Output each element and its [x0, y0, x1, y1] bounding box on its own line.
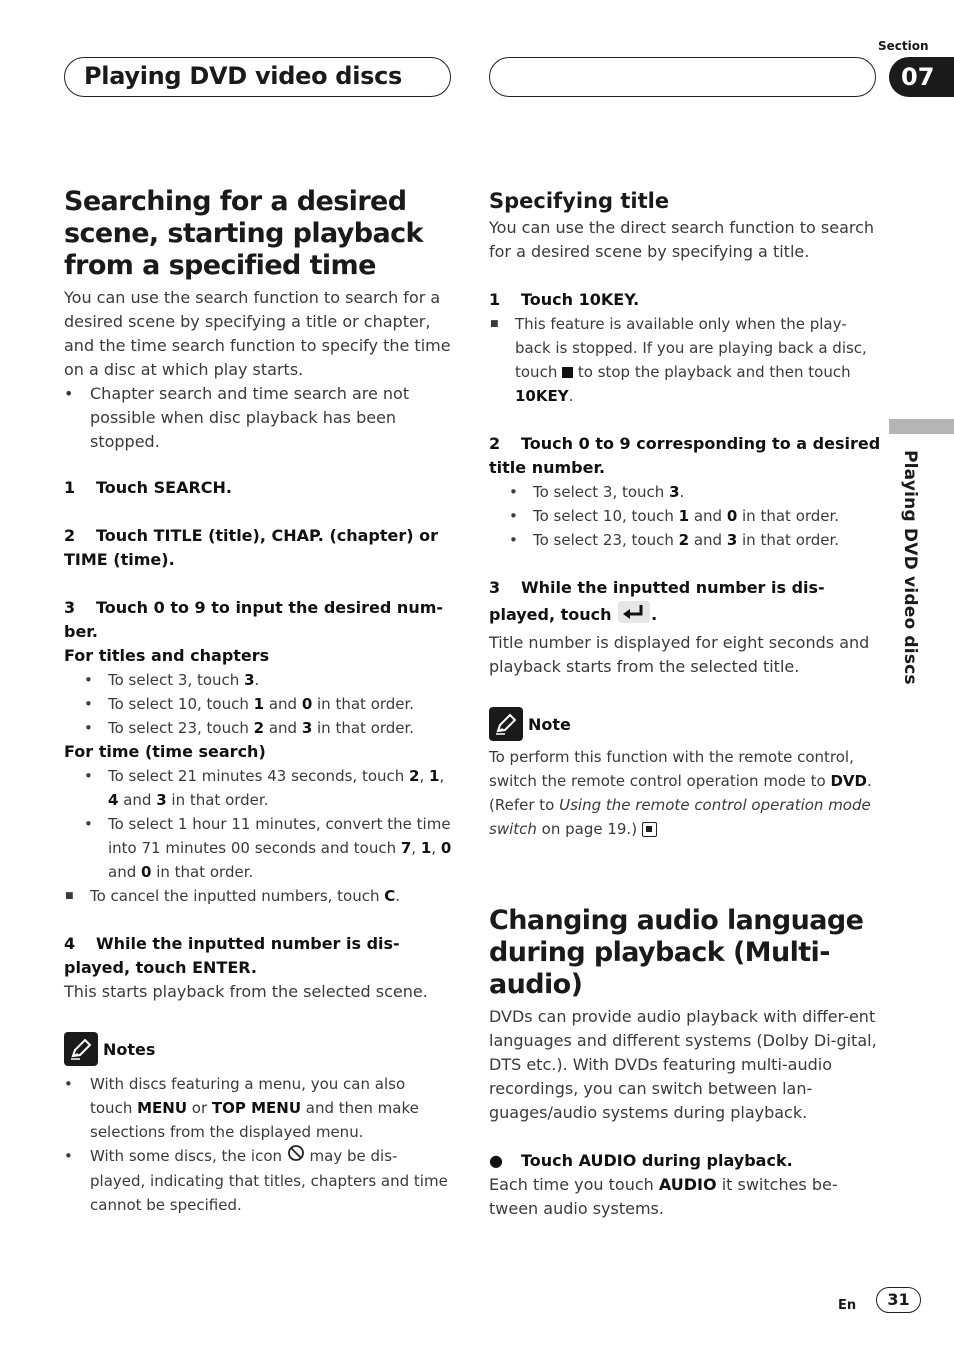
step-2: 2 Touch TITLE (title), CHAP. (chapter) or TIME (time).: [64, 526, 439, 569]
title-step-1: 1 Touch 10KEY.: [489, 290, 640, 309]
note-heading: Note: [489, 707, 881, 741]
title-step-1-note: ■ This feature is available only when the play-back is stopped. If you are playing back a disc, touch to stop the playback and then touch 10KEY.: [489, 312, 881, 408]
step-4-body: This starts playback from the selected scene.: [64, 982, 428, 1001]
note-item-2: • With some discs, the icon may be dis-played, indicating that titles, chapters and time cannot be specified.: [64, 1144, 452, 1217]
search-intro-bullet: • Chapter search and time search are not possible when disc playback has been stopped.: [64, 382, 452, 454]
multi-audio-intro: DVDs can provide audio playback with differ-ent languages and different systems (Dolby Di-gital, DTS etc.). With DVDs featuring multi-audio recordings, you can switch between lan-guages/audio systems during playback.: [489, 1007, 877, 1122]
side-tab-label: Playing DVD video discs: [900, 450, 920, 685]
right-column: [489, 186, 881, 1221]
title-bullet-3: • To select 23, touch 2 and 3 in that order.: [489, 528, 881, 552]
specifying-title-intro: You can use the direct search function to search for a desired scene by specifying a title.: [489, 218, 875, 261]
step-4: 4 While the inputted number is dis-played, touch ENTER.: [64, 934, 400, 977]
titles-bullet-2: • To select 10, touch 1 and 0 in that order.: [64, 692, 452, 716]
titles-bullet-1: • To select 3, touch 3.: [64, 668, 452, 692]
left-column: [64, 186, 452, 1217]
section-heading-search: Searching for a desired scene, starting playback from a specified time: [64, 186, 423, 281]
time-bullet-1: • To select 21 minutes 43 seconds, touch 2, 1, 4 and 3 in that order.: [64, 764, 452, 812]
titles-subheading: For titles and chapters: [64, 646, 270, 665]
time-bullet-2: • To select 1 hour 11 minutes, convert the time into 71 minutes 00 seconds and touch 7, 1, 0 and 0 in that order.: [64, 812, 452, 884]
audio-step-body: Each time you touch AUDIO it switches be-tween audio systems.: [489, 1175, 838, 1218]
end-mark-icon: [642, 822, 657, 837]
title-step-3: 3 While the inputted number is dis-played, touch .: [489, 576, 881, 631]
page-header-title: Playing DVD video discs: [84, 62, 403, 90]
time-subheading: For time (time search): [64, 742, 266, 761]
notes-heading: Notes: [64, 1032, 452, 1066]
section-label: Section: [878, 39, 929, 53]
section-number-badge: 07: [889, 57, 954, 97]
audio-step: ● Touch AUDIO during playback.: [489, 1151, 793, 1170]
titles-bullet-3: • To select 23, touch 2 and 3 in that order.: [64, 716, 452, 740]
prohibited-icon: [287, 1144, 305, 1169]
pencil-note-icon: [489, 707, 523, 741]
enter-arrow-icon: [617, 600, 651, 631]
search-intro: You can use the search function to search for a desired scene by specifying a title or chapter, and the time search function to specify the time on a disc at which play starts.: [64, 288, 451, 379]
header-right-frame: [489, 57, 876, 97]
note-body: To perform this function with the remote control, switch the remote control operation mode to DVD. (Refer to Using the remote control operation mode switch on page 19.): [489, 748, 872, 838]
title-step-2: 2 Touch 0 to 9 corresponding to a desired title number.: [489, 434, 881, 477]
note-item-1: • With discs featuring a menu, you can also touch MENU or TOP MENU and then make selections from the displayed menu.: [64, 1072, 452, 1144]
cancel-note: ■ To cancel the inputted numbers, touch C.: [64, 884, 452, 908]
stop-square-icon: [562, 367, 573, 378]
title-step-3-body: Title number is displayed for eight seconds and playback starts from the selected title.: [489, 633, 870, 676]
title-bullet-1: • To select 3, touch 3.: [489, 480, 881, 504]
pencil-note-icon: [64, 1032, 98, 1066]
footer-language: En: [838, 1298, 857, 1313]
side-tab-marker: [889, 419, 954, 434]
section-heading-multi-audio: Changing audio language during playback (Multi-audio): [489, 905, 864, 1000]
section-heading-specifying-title: Specifying title: [489, 189, 670, 213]
title-bullet-2: • To select 10, touch 1 and 0 in that order.: [489, 504, 881, 528]
page-number: 31: [876, 1287, 921, 1313]
step-1: 1 Touch SEARCH.: [64, 478, 232, 497]
step-3: 3 Touch 0 to 9 to input the desired num-ber.: [64, 598, 444, 641]
